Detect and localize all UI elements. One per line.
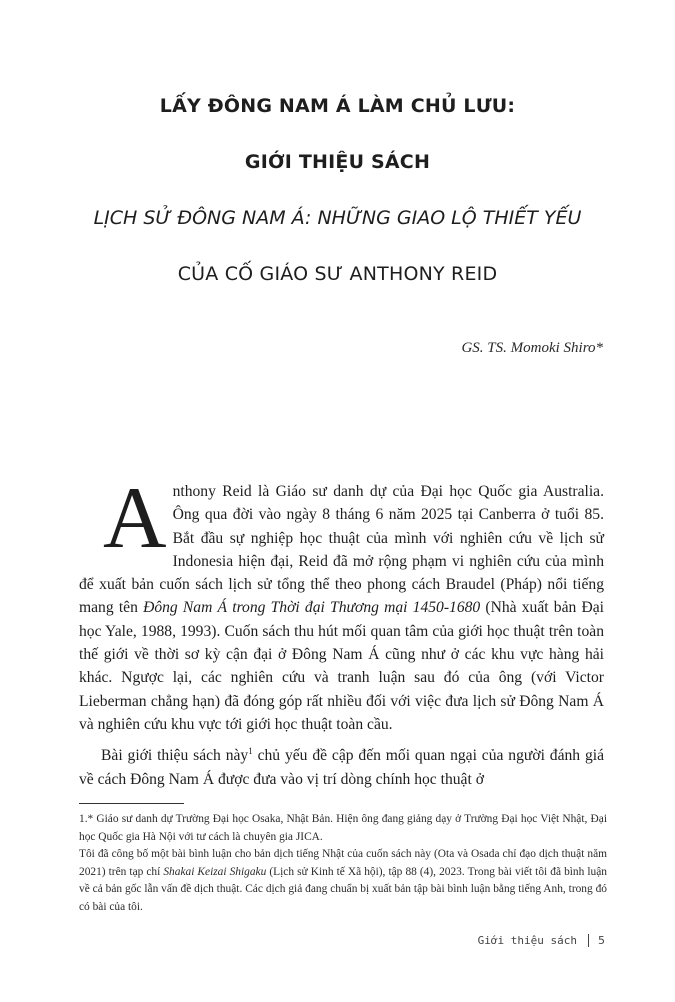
footnote-divider	[79, 803, 184, 804]
paragraph-1-text-a: nthony Reid là Giáo sư danh dự của Đại học Quốc gia Australia. Ông qua đời vào ngày 8 tháng 6 năm 2025 tại Canberra ở tuổi 85. Bắt đầu sự nghiệp học thuật của mình với nghiên cứu về lịch sử Indonesia hiện đại, Reid đã mở rộng phạm vi nghiên cứu của mình để xuất bản cuốn sách lịch sử tổng thể theo phong cách Braudel (Pháp) nổi tiếng mang tên	[79, 483, 604, 617]
journal-title: Shakai Keizai Shigaku	[163, 865, 267, 878]
footnote-ref: 1	[248, 746, 253, 757]
running-section-title: Giới thiệu sách	[477, 934, 577, 947]
paragraph-1-text-b: (Nhà xuất bản Đại học Yale, 1988, 1993). Cuốn sách thu hút mối quan tâm của giới học thuật trên toàn thế giới về thời sơ kỳ cận đại ở Đông Nam Á cũng như ở các khu vực hàng hải khác. Ngược lại, các nghiên cứu và tranh luận sau đó của ông (với Victor Lieberman chẳng hạn) đã đóng góp rất nhiều đối với việc đưa lịch sử Đông Nam Á và nghiên cứu khu vực tới giới học thuật toàn cầu.	[79, 599, 604, 733]
footnote-2	[79, 846, 607, 916]
title-line-1: LẤY ĐÔNG NAM Á LÀM CHỦ LƯU:	[159, 95, 516, 117]
title-line-4: CỦA CỐ GIÁO SƯ ANTHONY REID	[177, 263, 498, 285]
book-title: Đông Nam Á trong Thời đại Thương mại 1450-1680	[143, 599, 481, 617]
footer-separator	[588, 934, 589, 947]
author-byline: GS. TS. Momoki Shiro*	[461, 340, 603, 356]
footnote-2-text-b: (Lịch sử Kinh tế Xã hội), tập 88 (4), 2023. Trong bài viết tôi đã bình luận về cả bản gốc lẫn vấn đề dịch thuật. Các dịch giả đang chuẩn bị xuất bản tập bài bình luận bằng tiếng Anh, trong đó có bài của tôi.	[79, 865, 607, 913]
title-line-2: GIỚI THIỆU SÁCH	[244, 151, 431, 173]
paragraph-2-text-b: chủ yếu đề cập đến mối quan ngại của người đánh giá về cách Đông Nam Á được đưa vào vị trí dòng chính học thuật ở	[79, 747, 605, 788]
footnote-2-text-a: Tôi đã công bố một bài bình luận cho bản dịch tiếng Nhật của cuốn sách này (Ota và Osada chỉ đạo dịch thuật năm 2021) trên tạp chí	[79, 848, 607, 878]
page-footer	[478, 934, 605, 947]
paragraph-1	[79, 470, 604, 736]
footnote-1: 1.* Giáo sư danh dự Trường Đại học Osaka, Nhật Bản. Hiện ông đang giảng dạy ở Trường Đại học Việt Nhật, Đại học Quốc gia Hà Nội với tư cách là chuyên gia JICA.	[79, 813, 607, 843]
paragraph-2	[79, 744, 604, 791]
article-body	[79, 470, 605, 791]
paragraph-2-text-a: Bài giới thiệu sách này	[101, 747, 249, 765]
page-number: 5	[598, 934, 605, 947]
footnotes	[79, 811, 607, 917]
drop-cap: A	[103, 470, 167, 567]
title-line-3: LỊCH SỬ ĐÔNG NAM Á: NHỮNG GIAO LỘ THIẾT YẾU	[93, 207, 582, 229]
